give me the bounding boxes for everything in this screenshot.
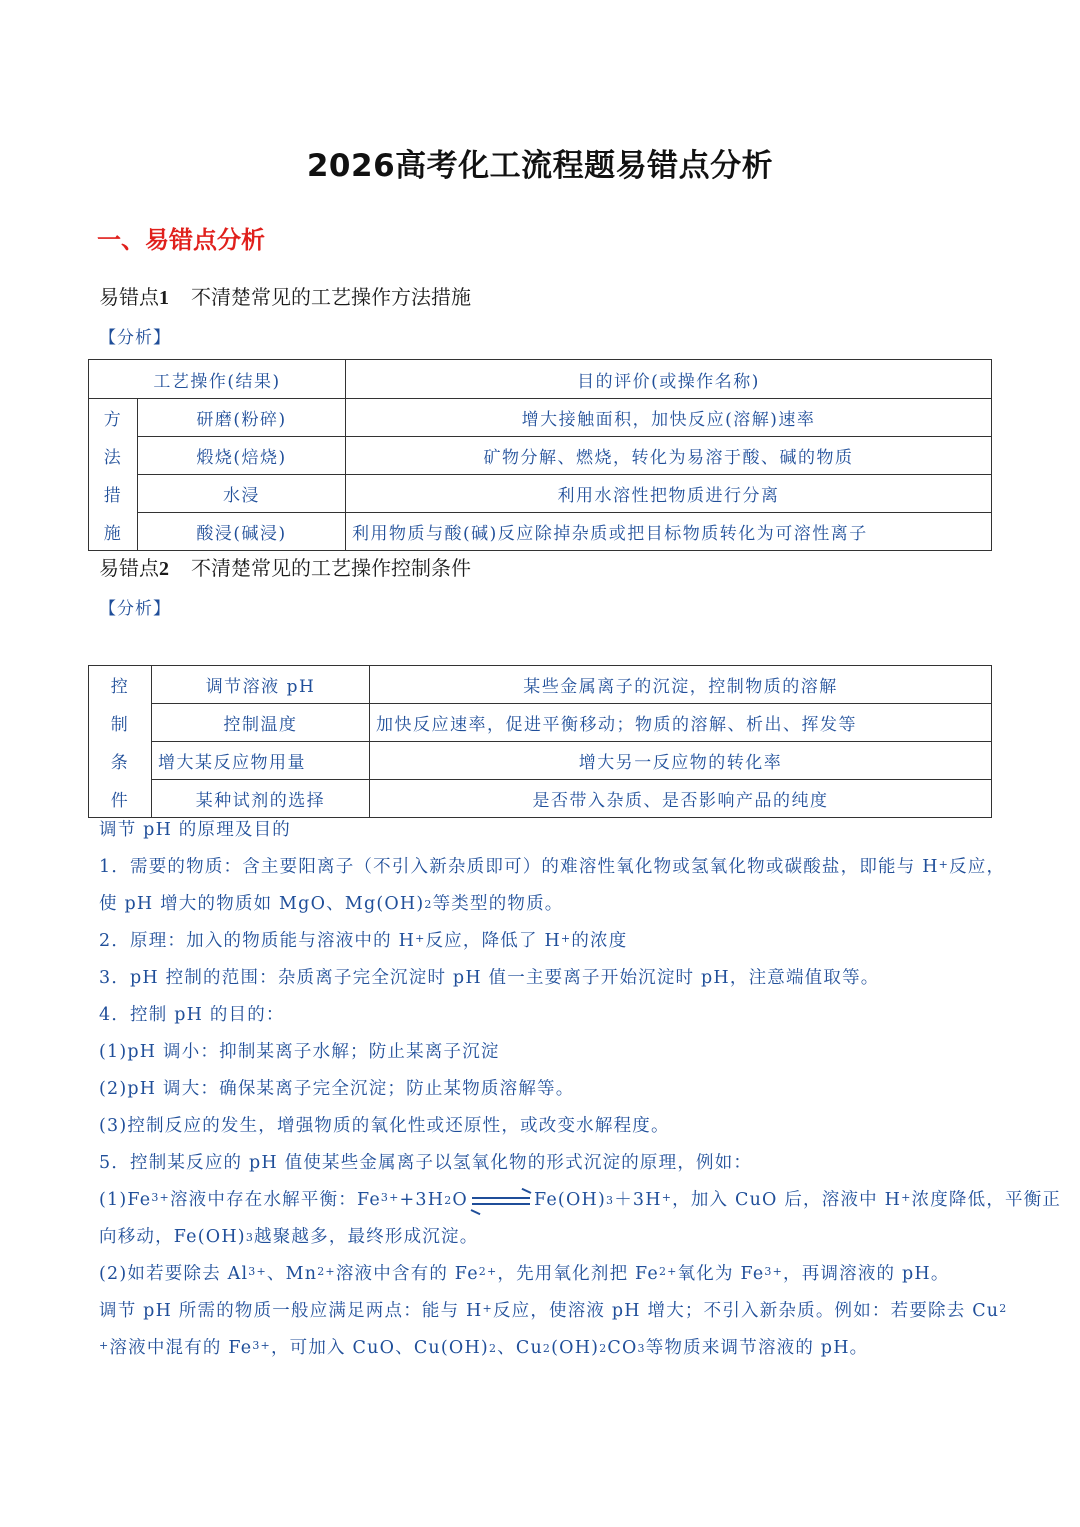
operation-cell: 某种试剂的选择 [152, 780, 370, 818]
method-table [88, 359, 992, 551]
table-header-row [89, 360, 992, 399]
operation-cell: 煅烧(焙烧) [138, 437, 346, 475]
table-row [89, 513, 992, 551]
table-row [89, 666, 992, 704]
text-line: (2)pH 调大：确保某离子完全沉淀；防止某物质溶解等。 [99, 1079, 575, 1099]
text-line: 向移动，Fe(OH)3越聚越多，最终形成沉淀。 [99, 1227, 479, 1247]
text-line: 3．pH 控制的范围：杂质离子完全沉淀时 pH 值一主要离子开始沉淀时 pH，注意端值取等。 [99, 968, 880, 988]
section-heading: 一、易错点分析 [97, 226, 265, 254]
text-line: 调节 pH 的原理及目的 [99, 820, 291, 840]
operation-cell: 增大某反应物用量 [152, 742, 370, 780]
purpose-cell: 增大另一反应物的转化率 [370, 742, 992, 780]
analysis-label-1: 【分析】 [99, 328, 171, 348]
text-line: 调节 pH 所需的物质一般应满足两点：能与 H+反应，使溶液 pH 增大；不引入新杂质。例如：若要除去 Cu$^2$ [99, 1301, 1008, 1321]
table-row [89, 704, 992, 742]
table-row [89, 742, 992, 780]
text-line: +溶液中混有的 $Fe^{3+}$，可加入 CuO、Cu(OH)2、Cu2(OH)2CO3等物质来调节溶液的 pH。 [99, 1338, 869, 1358]
purpose-cell: 利用物质与酸(碱)反应除掉杂质或把目标物质转化为可溶性离子 [346, 513, 992, 551]
purpose-cell: 是否带入杂质、是否影响产品的纯度 [370, 780, 992, 818]
header-cell: 工艺操作(结果) [89, 360, 346, 399]
body-text [99, 812, 1062, 1367]
group-label-cell: 控 制 条 件 [89, 666, 152, 818]
error-point-1: 易错点1 不清楚常见的工艺操作方法措施 [99, 285, 471, 309]
text-line: (2)如若要除去 $Al^{3+}$、$Mn^{2+}$溶液中含有的 $Fe^{2+}$，先用氧化剂把 $Fe^{2+}$氧化为 $Fe^{3+}$，再调溶液的 pH。 [99, 1264, 950, 1284]
text-line: 4．控制 pH 的目的： [99, 1005, 285, 1025]
header-cell: 目的评价(或操作名称) [346, 360, 992, 399]
purpose-cell: 增大接触面积，加快反应(溶解)速率 [346, 399, 992, 437]
purpose-cell: 加快反应速率，促进平衡移动；物质的溶解、析出、挥发等 [370, 704, 992, 742]
page-title: 2026高考化工流程题易错点分析 [306, 148, 774, 184]
table-row [89, 437, 992, 475]
text-line: (3)控制反应的发生，增强物质的氧化性或还原性，或改变水解程度。 [99, 1116, 670, 1136]
group-label-cell: 方 法 措 施 [89, 399, 138, 551]
text-line: 2．原理：加入的物质能与溶液中的 H+反应，降低了 H+的浓度 [99, 931, 628, 951]
table-row [89, 475, 992, 513]
equilibrium-arrow-icon [472, 1194, 530, 1208]
operation-cell: 研磨(粉碎) [138, 399, 346, 437]
operation-cell: 酸浸(碱浸) [138, 513, 346, 551]
control-table [88, 665, 992, 818]
table-row [89, 399, 992, 437]
operation-cell: 调节溶液 pH [152, 666, 370, 704]
operation-cell: 控制温度 [152, 704, 370, 742]
purpose-cell: 某些金属离子的沉淀，控制物质的溶解 [370, 666, 992, 704]
text-line: 使 pH 增大的物质如 MgO、Mg(OH)2等类型的物质。 [99, 894, 564, 914]
text-line: 5．控制某反应的 pH 值使某些金属离子以氢氧化物的形式沉淀的原理，例如： [99, 1153, 753, 1173]
error-point-2: 易错点2 不清楚常见的工艺操作控制条件 [99, 556, 471, 580]
text-line: (1)pH 调小：抑制某离子水解；防止某离子沉淀 [99, 1042, 500, 1062]
text-line: $(1)Fe^{3+}$溶液中存在水解平衡：$Fe^{3+}+3H2O$ Fe(OH)3＋3H+，加入 CuO 后，溶液中 H+浓度降低，平衡正 [99, 1182, 989, 1219]
analysis-label-2: 【分析】 [99, 599, 171, 619]
text-line: 1．需要的物质：含主要阳离子（不引入新杂质即可）的难溶性氧化物或氢氧化物或碳酸盐，即能与 H+反应， [99, 857, 1006, 877]
purpose-cell: 矿物分解、燃烧，转化为易溶于酸、碱的物质 [346, 437, 992, 475]
operation-cell: 水浸 [138, 475, 346, 513]
purpose-cell: 利用水溶性把物质进行分离 [346, 475, 992, 513]
